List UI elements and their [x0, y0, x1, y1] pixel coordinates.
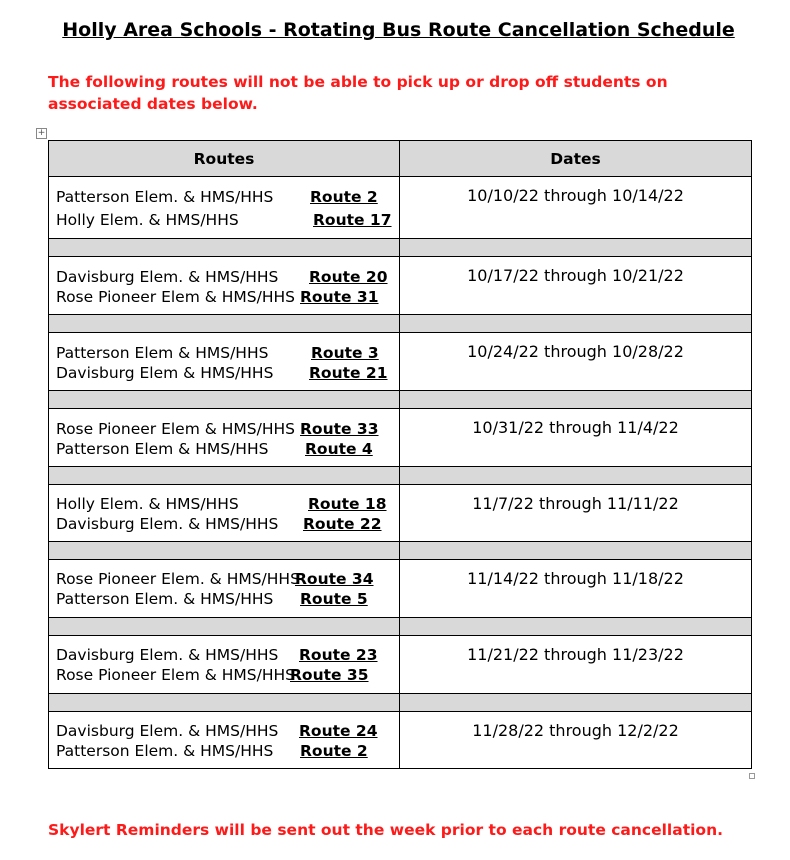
- school-name: Patterson Elem. & HMS/HHS: [56, 590, 274, 608]
- route-line: [49, 343, 399, 363]
- school-name: Rose Pioneer Elem & HMS/HHS: [56, 666, 296, 684]
- dates-cell: 11/21/22 through 11/23/22: [400, 636, 752, 694]
- intro-notice: The following routes will not be able to pick up or drop off students on associated dates below.: [48, 73, 668, 113]
- route-number: Route 17: [313, 211, 392, 229]
- table-move-handle-icon[interactable]: +: [37, 128, 46, 138]
- schedule-table: [48, 140, 752, 769]
- route-number: Route 2: [300, 742, 368, 760]
- route-line: [49, 187, 399, 207]
- schedule-body: [49, 177, 752, 769]
- routes-cell: [49, 712, 400, 769]
- route-number: Route 4: [305, 440, 373, 458]
- table-resize-handle[interactable]: [749, 773, 755, 779]
- school-name: Patterson Elem. & HMS/HHS: [56, 742, 274, 760]
- routes-cell: [49, 485, 400, 542]
- dates-cell: 11/28/22 through 12/2/22: [400, 712, 752, 769]
- route-number: Route 3: [311, 344, 379, 362]
- table-row: [49, 560, 752, 618]
- route-number: Route 31: [300, 288, 379, 306]
- route-line: [49, 210, 399, 230]
- table-row: [49, 409, 752, 467]
- routes-cell: [49, 257, 400, 315]
- route-line: [49, 665, 399, 685]
- school-name: Davisburg Elem & HMS/HHS: [56, 364, 274, 382]
- table-row: [49, 333, 752, 391]
- spacer-row: [49, 618, 752, 636]
- route-line: [49, 514, 399, 534]
- routes-cell: [49, 560, 400, 618]
- school-name: Holly Elem. & HMS/HHS: [56, 211, 239, 229]
- table-row: [49, 177, 752, 239]
- route-number: Route 5: [300, 590, 368, 608]
- route-line: [49, 439, 399, 459]
- route-number: Route 22: [303, 515, 382, 533]
- route-number: Route 24: [299, 722, 378, 740]
- table-row: [49, 636, 752, 694]
- route-number: Route 2: [310, 188, 378, 206]
- school-name: Rose Pioneer Elem. & HMS/HHS: [56, 570, 300, 588]
- school-name: Rose Pioneer Elem & HMS/HHS: [56, 288, 296, 306]
- routes-cell: [49, 636, 400, 694]
- table-row: [49, 712, 752, 769]
- spacer-row: [49, 694, 752, 712]
- spacer-row: [49, 467, 752, 485]
- table-row: [49, 485, 752, 542]
- school-name: Davisburg Elem. & HMS/HHS: [56, 515, 279, 533]
- header-dates: Dates: [400, 141, 752, 177]
- routes-cell: [49, 177, 400, 239]
- routes-cell: [49, 333, 400, 391]
- route-line: [49, 494, 399, 514]
- school-name: Patterson Elem & HMS/HHS: [56, 344, 269, 362]
- dates-cell: 11/7/22 through 11/11/22: [400, 485, 752, 542]
- page-title: Holly Area Schools - Rotating Bus Route Cancellation Schedule: [62, 19, 735, 41]
- routes-cell: [49, 409, 400, 467]
- route-number: Route 33: [300, 420, 379, 438]
- header-routes: Routes: [49, 141, 400, 177]
- route-line: [49, 419, 399, 439]
- route-line: [49, 267, 399, 287]
- route-line: [49, 363, 399, 383]
- dates-cell: 11/14/22 through 11/18/22: [400, 560, 752, 618]
- dates-cell: 10/10/22 through 10/14/22: [400, 177, 752, 239]
- school-name: Patterson Elem. & HMS/HHS: [56, 188, 274, 206]
- school-name: Davisburg Elem. & HMS/HHS: [56, 646, 279, 664]
- school-name: Patterson Elem & HMS/HHS: [56, 440, 269, 458]
- spacer-row: [49, 391, 752, 409]
- route-line: [49, 741, 399, 761]
- school-name: Davisburg Elem. & HMS/HHS: [56, 722, 279, 740]
- school-name: Rose Pioneer Elem & HMS/HHS: [56, 420, 296, 438]
- spacer-row: [49, 239, 752, 257]
- route-line: [49, 721, 399, 741]
- route-number: Route 21: [309, 364, 388, 382]
- route-number: Route 34: [295, 570, 374, 588]
- footer-notice: Skylert Reminders will be sent out the week prior to each route cancellation.: [48, 821, 723, 839]
- route-line: [49, 287, 399, 307]
- dates-cell: 10/31/22 through 11/4/22: [400, 409, 752, 467]
- route-line: [49, 645, 399, 665]
- table-row: [49, 257, 752, 315]
- route-number: Route 35: [290, 666, 369, 684]
- dates-cell: 10/24/22 through 10/28/22: [400, 333, 752, 391]
- dates-cell: 10/17/22 through 10/21/22: [400, 257, 752, 315]
- route-line: [49, 589, 399, 609]
- route-number: Route 20: [309, 268, 388, 286]
- school-name: Davisburg Elem. & HMS/HHS: [56, 268, 279, 286]
- spacer-row: [49, 315, 752, 333]
- route-number: Route 23: [299, 646, 378, 664]
- route-line: [49, 569, 399, 589]
- route-number: Route 18: [308, 495, 387, 513]
- school-name: Holly Elem. & HMS/HHS: [56, 495, 239, 513]
- spacer-row: [49, 542, 752, 560]
